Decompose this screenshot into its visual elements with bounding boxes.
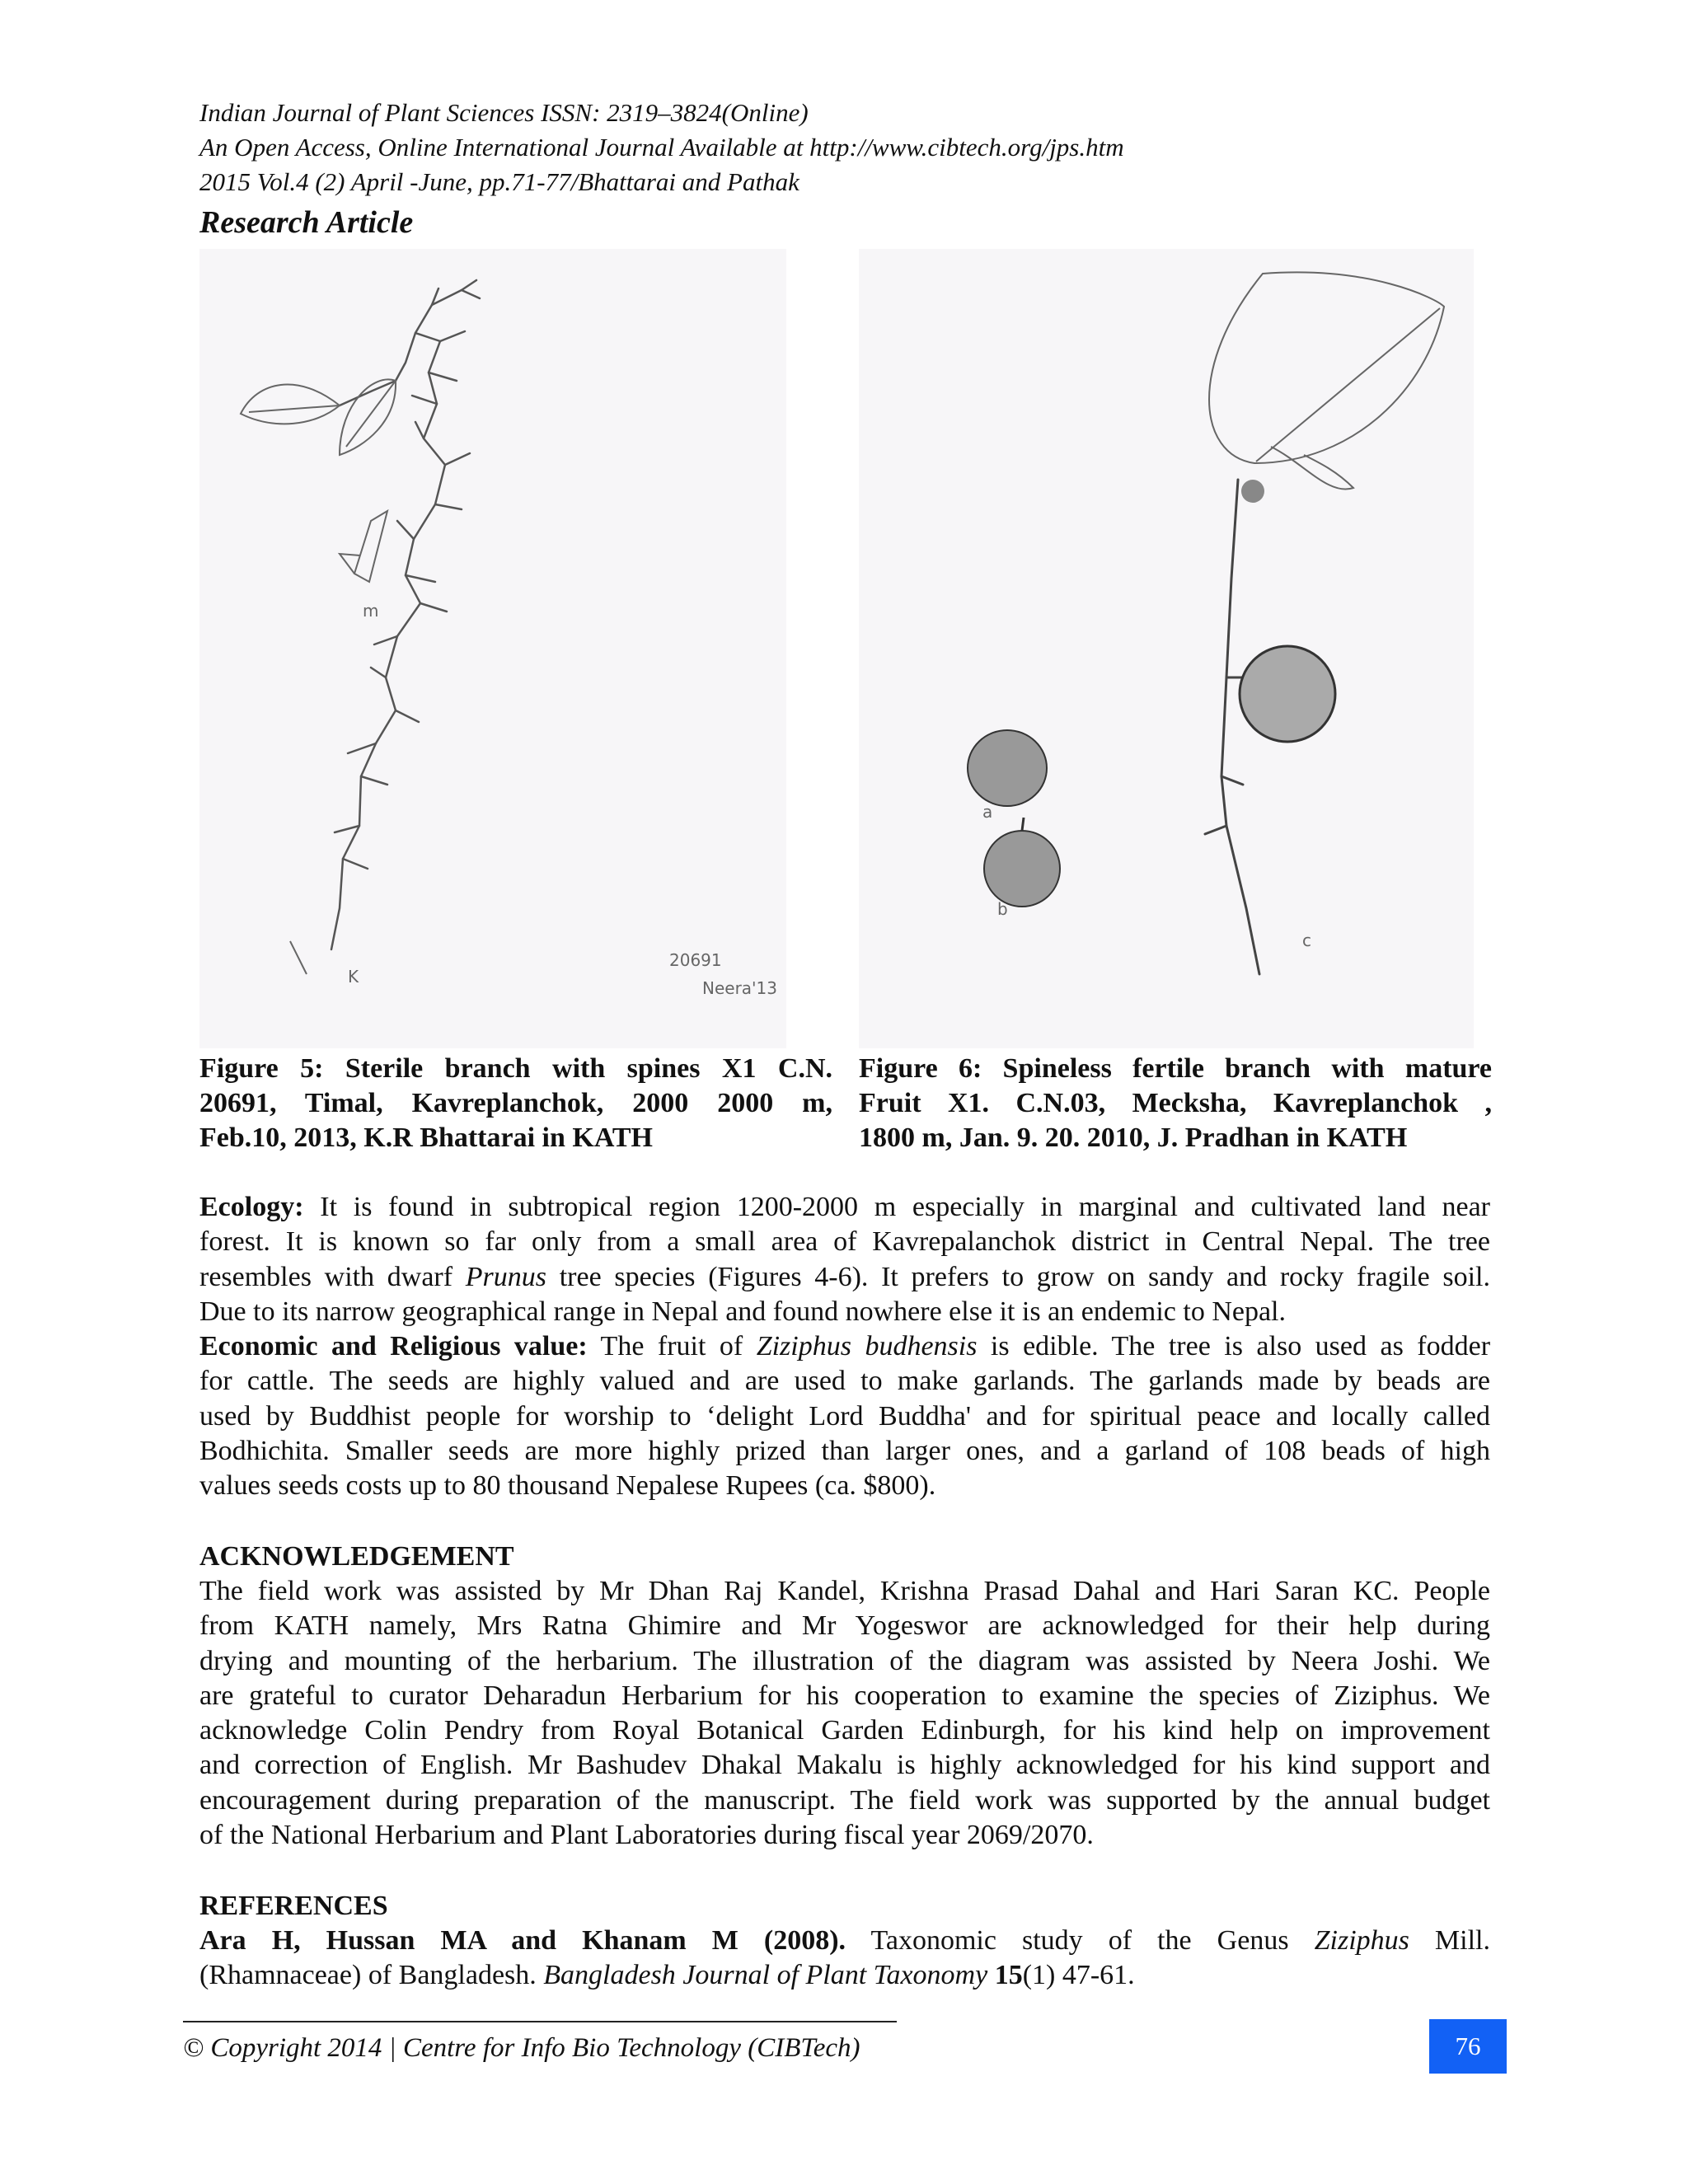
paragraph-line: from KATH namely, Mrs Ratna Ghimire and Mr Yogeswor are acknowledged for their help during [199,1610,1490,1642]
ecology-section [199,1190,1490,1504]
sterile-branch-illustration [199,249,786,1048]
ecology-heading: Ecology: [199,1192,304,1222]
paragraph-line: Bodhichita. Smaller seeds are more highly prized than larger ones, and a garland of 108 beads of high [199,1436,1490,1467]
reference-authors: Ara H, Hussan MA and Khanam M (2008). [199,1925,846,1956]
figure-5-caption [199,1052,832,1155]
reference-entry [199,1924,1490,1994]
economic-heading: Economic and Religious value: [199,1331,588,1362]
paragraph-line: are grateful to curator Deharadun Herbarium for his cooperation to examine the species of Ziziphus. We [199,1680,1490,1711]
figure-5-caption-line: Feb.10, 2013, K.R Bhattarai in KATH [199,1122,653,1153]
paragraph-line: drying and mounting of the herbarium. The illustration of the diagram was assisted by Neera Joshi. We [199,1645,1490,1676]
figure-6-drawing [859,249,1474,1048]
article-type: Research Article [199,205,414,240]
figure-5-drawing [199,249,786,1048]
footer-divider [183,2021,897,2022]
paragraph-line: Ecology: It is found in subtropical region 1200-2000 m especially in marginal and cultivated land near [199,1192,1490,1222]
paragraph-line: resembles with dwarf Prunus tree species (Figures 4-6). It prefers to grow on sandy and rocky fragile soil. [199,1261,1490,1292]
paragraph-line: forest. It is known so far only from a small area of Kavrepalanchok district in Central Nepal. The tree [199,1226,1490,1258]
paragraph-line: (Rhamnaceae) of Bangladesh. Bangladesh Journal of Plant Taxonomy 15(1) 47-61. [199,1960,1135,1991]
figure-5-label-k: K [348,967,359,987]
figure-6-caption [859,1052,1492,1155]
figure-5-artist-signature: Neera'13 [702,978,777,998]
paragraph-line: encouragement during preparation of the manuscript. The field work was supported by the annual budget [199,1784,1490,1816]
figure-6-caption-line: 1800 m, Jan. 9. 20. 2010, J. Pradhan in KATH [859,1122,1408,1153]
figure-5-label-m: m [363,601,379,621]
reference-journal: Bangladesh Journal of Plant Taxonomy [543,1960,988,1991]
acknowledgement-text [199,1574,1490,1853]
paragraph-line: used by Buddhist people for worship to ‘delight Lord Buddha' and for spiritual peace and locally called [199,1400,1490,1432]
figure-6-label-a: a [982,802,993,822]
paragraph-line: The field work was assisted by Mr Dhan Raj Kandel, Krishna Prasad Dahal and Hari Saran KC. People [199,1576,1490,1606]
journal-title-line: Indian Journal of Plant Sciences ISSN: 2319–3824(Online) [199,98,809,127]
paragraph-line: for cattle. The seeds are highly valued and are used to make garlands. The garlands made by beads are [199,1366,1490,1397]
figure-6-caption-line: Figure 6: Spineless fertile branch with mature [859,1053,1492,1084]
paragraph-line: Ara H, Hussan MA and Khanam M (2008). Taxonomic study of the Genus Ziziphus Mill. [199,1925,1490,1956]
acknowledgement-heading: ACKNOWLEDGEMENT [199,1541,514,1572]
figure-5-caption-line: Figure 5: Sterile branch with spines X1 C.N. [199,1053,832,1084]
references-heading: REFERENCES [199,1891,388,1921]
figure-6-label-c: c [1302,930,1311,950]
journal-access-line: An Open Access, Online International Journal Available at http://www.cibtech.org/jps.htm [199,133,1124,162]
paragraph-line: and correction of English. Mr Bashudev Dhakal Makalu is highly acknowledged for his kind support and [199,1750,1490,1781]
figure-6-label-b: b [997,899,1008,919]
figure-6-caption-line: Fruit X1. C.N.03, Mecksha, Kavreplanchok , [859,1088,1492,1118]
paragraph-line: of the National Herbarium and Plant Laboratories during fiscal year 2069/2070. [199,1820,1094,1851]
paragraph-line: values seeds costs up to 80 thousand Nepalese Rupees (ca. $800). [199,1470,936,1502]
fertile-branch-illustration [859,249,1474,1048]
figure-5-caption-line: 20691, Timal, Kavreplanchok, 2000 2000 m, [199,1088,832,1118]
paragraph-line: Due to its narrow geographical range in Nepal and found nowhere else it is an endemic to Nepal. [199,1296,1286,1327]
journal-volume-line: 2015 Vol.4 (2) April -June, pp.71-77/Bhattarai and Pathak [199,167,799,196]
journal-header [199,96,1124,244]
copyright-notice: © Copyright 2014 | Centre for Info Bio Technology (CIBTech) [183,2033,860,2063]
figure-5-specimen-number: 20691 [669,950,722,970]
paragraph-line: acknowledge Colin Pendry from Royal Botanical Garden Edinburgh, for his kind help on improvement [199,1715,1490,1746]
paragraph-line: Economic and Religious value: The fruit of Ziziphus budhensis is edible. The tree is also used as fodder [199,1331,1491,1362]
page-number-badge: 76 [1429,2019,1507,2074]
